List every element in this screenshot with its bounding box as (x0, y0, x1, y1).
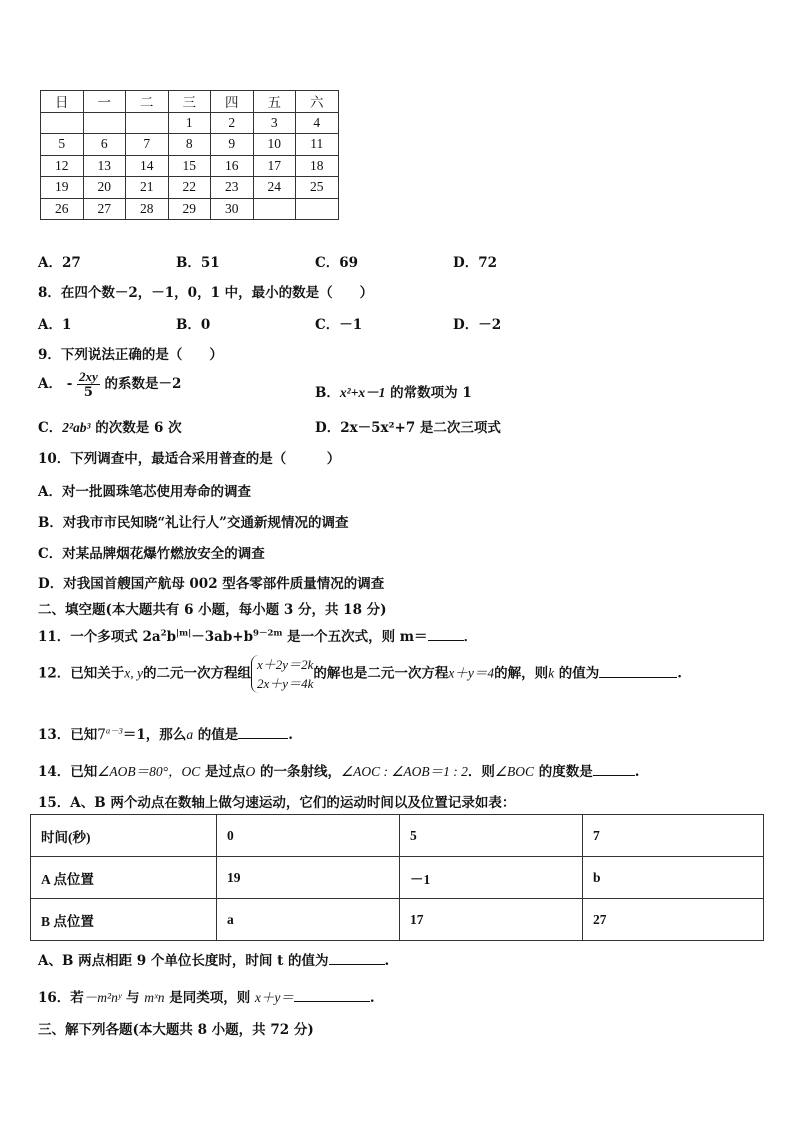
calendar-row (41, 134, 339, 156)
table-cell: A 点位置 (31, 857, 217, 899)
calendar-cell: 16 (211, 155, 254, 177)
q9-a-denominator: 5 (83, 385, 93, 400)
q11-prefix: 11．一个多项式 2a (38, 629, 161, 645)
calendar-header-cell: 五 (253, 91, 296, 113)
table-cell: a (217, 899, 400, 941)
q13-suffix: 的值是 (193, 727, 239, 743)
calendar-header-cell: 一 (83, 91, 126, 113)
q14-text2: 是过点 (200, 764, 246, 780)
q10-stem: 10．下列调查中，最适合采用普查的是（ ） (38, 451, 341, 467)
table-cell: －1 (400, 857, 583, 899)
q10-option-a: A．对一批圆珠笔芯使用寿命的调查 (38, 484, 251, 500)
q14-angle2: ∠BOC (494, 764, 535, 779)
calendar-cell: 25 (296, 177, 339, 199)
q9-a-prefix: A． (38, 376, 62, 392)
calendar-cell: 7 (126, 134, 169, 156)
calendar-table (40, 90, 339, 220)
q12-prefix: 12．已知关于 (38, 665, 125, 682)
q15-answer-blank[interactable] (329, 952, 385, 965)
q16-term2: mˣn (144, 990, 165, 1005)
table-row (31, 899, 764, 941)
q13-end: . (288, 727, 293, 743)
calendar-cell: 21 (126, 177, 169, 199)
calendar-cell: 23 (211, 177, 254, 199)
q9-d-expression: 2x－5x²+7 (340, 420, 416, 436)
calendar-cell: 27 (83, 198, 126, 220)
q9-d-prefix: D． (315, 420, 341, 436)
q11-exp-m: |m| (176, 628, 192, 639)
calendar-cell: 18 (296, 155, 339, 177)
q8-option-c: C．－1 (315, 317, 363, 333)
calendar-cell (126, 112, 169, 134)
q14-text3: 的一条射线， (255, 764, 341, 780)
q8-stem: 8．在四个数－2，－1，0，1 中，最小的数是（ ） (38, 285, 374, 301)
q16-answer-blank[interactable] (294, 989, 370, 1002)
calendar-cell: 14 (126, 155, 169, 177)
calendar-cell (253, 198, 296, 220)
calendar-cell: 30 (211, 198, 254, 220)
calendar-header-cell: 日 (41, 91, 84, 113)
q7-option-c: C．69 (315, 255, 359, 271)
q11-b: b (166, 629, 177, 645)
q15-after: A、B 两点相距 9 个单位长度时，时间 t 的值为 (38, 953, 329, 969)
calendar-cell: 12 (41, 155, 84, 177)
q14-oc: OC (181, 764, 201, 779)
table-cell: 7 (583, 815, 764, 857)
q9-option-b (315, 381, 472, 401)
q12-mid3: 的解，则 (494, 665, 549, 682)
q13-prefix: 13．已知 (38, 727, 98, 743)
q15-end: . (384, 953, 390, 969)
q13-exponent: a－3 (105, 725, 123, 736)
table-row (31, 857, 764, 899)
calendar-cell: 19 (41, 177, 84, 199)
q9-b-expression: x²+x－1 (339, 385, 386, 400)
q13-base: 7 (97, 727, 106, 743)
q12-eq3: x＋y＝4 (448, 665, 495, 681)
table-cell: 17 (400, 899, 583, 941)
calendar-header-cell: 四 (211, 91, 254, 113)
q16-end: . (369, 990, 375, 1006)
q12-mid1: 的二元一次方程组 (143, 665, 252, 682)
calendar-row (41, 177, 339, 199)
table-cell: 19 (217, 857, 400, 899)
q14-o: O (245, 764, 256, 779)
table-cell: 时间(秒) (31, 815, 217, 857)
q12-suffix: 的值为 (554, 665, 600, 682)
q10-option-c: C．对某品牌烟花爆竹燃放安全的调查 (38, 546, 265, 562)
q8-option-d: D．－2 (453, 317, 502, 333)
q14-angle1: ∠AOB＝80°， (97, 764, 182, 779)
q11-answer-blank[interactable] (428, 628, 464, 641)
q7-option-b: B．51 (176, 255, 220, 271)
q11-mid: －3ab+b (191, 629, 254, 645)
q9-option-c (38, 416, 182, 436)
q16-expression: x＋y＝ (254, 990, 294, 1005)
calendar-cell: 4 (296, 112, 339, 134)
calendar-row (41, 198, 339, 220)
q12-mid2: 的解也是二元一次方程 (313, 665, 449, 682)
calendar-cell: 17 (253, 155, 296, 177)
table-cell: B 点位置 (31, 899, 217, 941)
q12-end: . (677, 665, 682, 682)
calendar-cell: 6 (83, 134, 126, 156)
q14 (38, 760, 639, 780)
q12-answer-blank[interactable] (599, 665, 677, 678)
calendar-cell: 13 (83, 155, 126, 177)
table-cell: 0 (217, 815, 400, 857)
q9-option-d (315, 416, 501, 436)
q13 (38, 723, 293, 743)
calendar-cell: 1 (168, 112, 211, 134)
calendar-cell: 5 (41, 134, 84, 156)
calendar-row (41, 112, 339, 134)
calendar-cell: 2 (211, 112, 254, 134)
q12-equation-system (251, 655, 313, 693)
table-cell: 5 (400, 815, 583, 857)
q12 (38, 655, 682, 693)
calendar-cell (296, 198, 339, 220)
calendar-cell: 29 (168, 198, 211, 220)
q12-vars: x, y (124, 665, 144, 681)
q9-a-minus: - (66, 376, 73, 392)
q15-followup (38, 949, 389, 969)
calendar-cell: 11 (296, 134, 339, 156)
calendar-row (41, 155, 339, 177)
calendar-cell: 10 (253, 134, 296, 156)
q14-answer-blank[interactable] (593, 763, 635, 776)
calendar-cell: 20 (83, 177, 126, 199)
q8-option-b: B．0 (176, 317, 211, 333)
q11-suffix: 是一个五次式，则 m＝ (282, 629, 428, 645)
q15-stem: 15．A、B 两个动点在数轴上做匀速运动，它们的运动时间以及位置记录如表： (38, 795, 516, 811)
q16-term1: －m²nʸ (83, 990, 122, 1005)
q9-b-prefix: B． (315, 385, 340, 401)
table-cell: 27 (583, 899, 764, 941)
q11: 11．一个多项式 $2a^2b^{|m|}-3ab+b^{9-2m}$ 是一个五次式，则 m＝ ． (38, 628, 478, 645)
q11-end: ． (463, 629, 478, 645)
section-3-heading: 三、解下列各题(本大题共 8 小题，共 72 分) (38, 1022, 314, 1038)
calendar-header-cell: 二 (126, 91, 169, 113)
q9-c-prefix: C． (38, 420, 63, 436)
q9-c-expression: 2²ab³ (62, 420, 91, 435)
q9-d-suffix: 是二次三项式 (415, 420, 501, 436)
table-cell: b (583, 857, 764, 899)
calendar-header-cell: 六 (296, 91, 339, 113)
q14-text4: ．则 (467, 764, 495, 780)
q9-b-suffix: 的常数项为 1 (385, 385, 472, 401)
q14-end: . (634, 764, 640, 780)
q16 (38, 986, 375, 1006)
q16-suffix: 是同类项，则 (164, 990, 255, 1006)
q15-motion-table (30, 814, 764, 941)
q13-eq: ＝1，那么 (122, 727, 187, 743)
calendar-cell: 24 (253, 177, 296, 199)
calendar-cell (83, 112, 126, 134)
q13-a: a (186, 727, 194, 742)
q11-exp-2: 9－2m (253, 628, 283, 639)
calendar-header-cell: 三 (168, 91, 211, 113)
calendar-cell: 9 (211, 134, 254, 156)
calendar-header-row (41, 91, 339, 113)
q8-option-a: A．1 (38, 317, 72, 333)
q12-eq1: x＋2y＝2k (257, 657, 314, 672)
q9-a-fraction (77, 369, 100, 400)
section-2-heading: 二、填空题(本大题共有 6 小题，每小题 3 分，共 18 分) (38, 602, 387, 618)
table-row (31, 815, 764, 857)
q16-prefix: 16．若 (38, 990, 84, 1006)
q14-ratio: ∠AOC : ∠AOB＝1 : 2 (340, 764, 468, 779)
calendar-cell: 8 (168, 134, 211, 156)
q10-option-b: B．对我市市民知晓“礼让行人”交通新规情况的调查 (38, 515, 349, 531)
q16-mid: 与 (121, 990, 145, 1006)
q7-option-a: A．27 (38, 255, 81, 271)
q7-option-d: D．72 (453, 255, 497, 271)
q12-eq2: 2x＋y＝4k (257, 676, 314, 691)
calendar-cell: 26 (41, 198, 84, 220)
calendar-cell: 28 (126, 198, 169, 220)
q12-k: k (548, 665, 555, 681)
q9-option-a (38, 369, 181, 400)
q14-text1: 14．已知 (38, 764, 98, 780)
q14-text5: 的度数是 (534, 764, 593, 780)
calendar-cell: 15 (168, 155, 211, 177)
calendar-cell (41, 112, 84, 134)
calendar-cell: 22 (168, 177, 211, 199)
q9-c-suffix: 的次数是 6 次 (90, 420, 182, 436)
q9-stem: 9．下列说法正确的是（ ） (38, 347, 223, 363)
q10-option-d: D．对我国首艘国产航母 002 型各零部件质量情况的调查 (38, 576, 385, 592)
q9-a-suffix: 的系数是－2 (104, 376, 182, 392)
calendar-cell: 3 (253, 112, 296, 134)
q13-answer-blank[interactable] (238, 726, 288, 739)
q9-a-numerator: 2xy (79, 369, 98, 384)
